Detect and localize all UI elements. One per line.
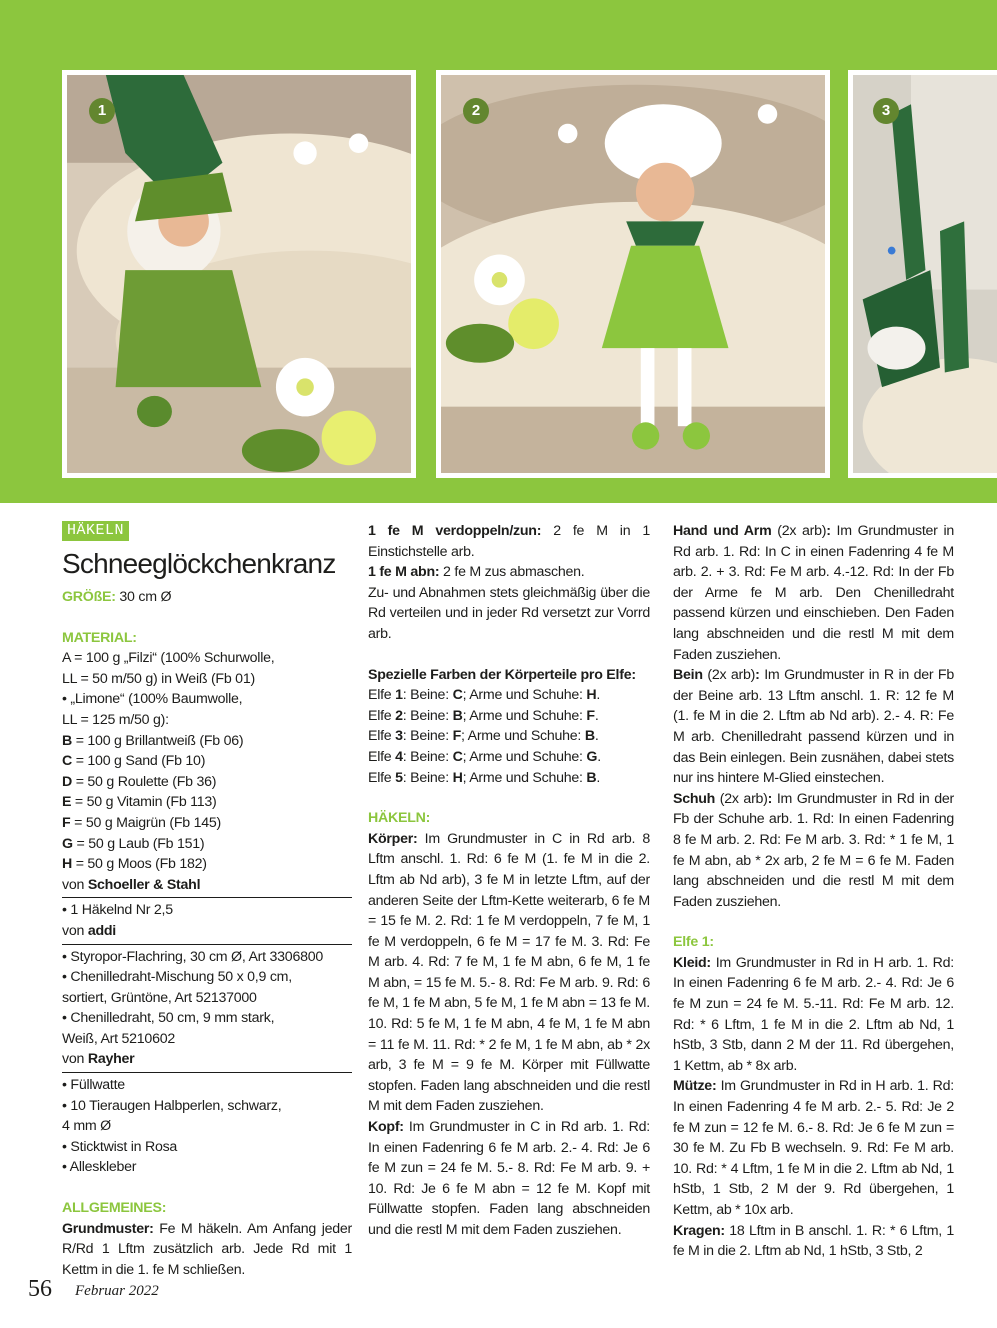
elf1-heading: Elfe 1: <box>673 934 714 951</box>
instruction-paragraph: Kleid: Im Grundmuster in Rd in H arb. 1. Rd: In einen Fadenring 6 fe M arb. 2.- 4. Rd: Je 6 fe M zun = 24 fe M. 5.-11. Rd: Fe M arb. 12. Rd: * 6 Lftm, 1 fe M in die 2. Lftm ab Nd, 1 hStb, 3 Stb, dann 2 M der 11. Rd übergehen, 1 Kettm, ab * 8x arb. <box>673 954 954 1074</box>
supplier-line: von addi <box>62 922 116 939</box>
instruction-paragraph: Körper: Im Grundmuster in C in Rd arb. 8 Lftm anschl. 1. Rd: 6 fe M (1. fe M in die 2. Lftm ab Nd arb), 3 fe M in letzte Lftm, auf der anderen Seite der Lftm-Kette weiterarb, 6 fe M = 15 fe M. 2. Rd: 1 fe M verdoppeln, 7 fe M, 1 fe M verdoppeln, 6 fe M = 17 fe M. 3. Rd: Fe M arb. 4. Rd: 7 fe M, 1 fe M abn, 6 fe M, 1 fe M abn, = 15 fe M. 5.- 8. Rd: Fe M arb. 9. Rd: 6 fe M, 1 fe M abn, 5 fe M, 1 fe M abn = 13 fe M. 10. Rd: 5 fe M, 1 fe M abn, 4 fe M, 1 fe M abn = 11 fe M. 11. Rd: * 2 fe M, 1 fe M abn, ab * 2x arb, 3 fe M = 9 fe M. Körper mit Füllwatte stopfen. Faden lang abschneiden und die restl M mit dem Faden zusziehen. <box>368 830 650 1115</box>
issue-date: Februar 2022 <box>75 1283 159 1299</box>
instruction-paragraph: Mütze: Im Grundmuster in Rd in H arb. 1. Rd: In einen Fadenring 4 fe M arb. 2.- 5. Rd: Je 2 fe M zun = 12 fe M. 6.- 8. Rd: Je 6 fe M zun = 30 fe M. Zu Fb B wechseln. 9. Rd: Fe M arb. 10. Rd: * 4 Lftm, 1 fe M in die 2. Lftm ab Nd, 1 hStb, 1 Stb, 2 M der 9. Rd übergehen, 1 Kettm, ab * 10x arb. <box>673 1078 954 1218</box>
instruction-paragraph: Bein (2x arb): Im Grundmuster in R in der Fb der Beine arb. 13 Lftm anschl. 1. R: 12 fe M (1. fe M in die 2. Lftm ab Nd arb). 2.- 4. R: Fe M arb. Chenilledraht passend kürzen und in das Bein einlegen. Bein zusnähen, dabei stets nur ins hintere M-Glied einstechen. <box>673 667 954 787</box>
material-line: • Chenilledraht, 50 cm, 9 mm stark, <box>62 1010 275 1027</box>
photo-number-badge: 1 <box>89 98 115 124</box>
color-line: D = 50 g Roulette (Fb 36) <box>62 773 217 790</box>
material-heading: MATERIAL: <box>62 629 137 646</box>
photo-3 <box>848 70 997 478</box>
elf-colors-heading: Spezielle Farben der Körperteile pro Elfe: <box>368 666 636 683</box>
general-paragraph: Grundmuster: Fe M häkeln. Am Anfang jeder R/Rd 1 Lftm zusätzlich arb. Jede Rd mit 1 Kettm in die 1. fe M schließen. <box>62 1220 352 1278</box>
elf-color-row: Elfe 5: Beine: H; Arme und Schuhe: B. <box>368 769 601 786</box>
column-2 <box>368 521 650 1241</box>
divider <box>62 1072 352 1073</box>
material-line: • Füllwatte <box>62 1077 125 1094</box>
photo-3-image <box>853 75 997 473</box>
instruction-paragraph: Schuh (2x arb): Im Grundmuster in Rd in der Fb der Schuhe arb. 1. Rd: In einen Fadenring 8 fe M arb. 2. Rd: Fe M arb. 3. Rd: * 1 fe M, 1 fe M abn, ab * 2x arb, 2 fe M = 6 fe M. Faden lang abschneiden und die restl M mit dem Faden zusziehen. <box>673 790 954 910</box>
divider <box>62 897 352 898</box>
photo-2 <box>436 70 830 478</box>
photo-2-image <box>441 75 825 473</box>
elf-color-row: Elfe 3: Beine: F; Arme und Schuhe: B. <box>368 728 599 745</box>
page-title: Schneeglöckchenkranz <box>62 548 336 579</box>
material-line: • Sticktwist in Rosa <box>62 1138 178 1155</box>
column-3 <box>673 521 954 1262</box>
supplier-line: von Rayher <box>62 1051 135 1068</box>
material-line: A = 100 g „Filzi“ (100% Schurwolle, <box>62 650 275 667</box>
material-line: • 10 Tieraugen Halbperlen, schwarz, <box>62 1097 282 1114</box>
color-line: C = 100 g Sand (Fb 10) <box>62 753 206 770</box>
material-line: • Chenilledraht-Mischung 50 x 0,9 cm, <box>62 969 292 986</box>
material-line: 4 mm Ø <box>62 1118 111 1135</box>
supplier-line: von Schoeller & Stahl <box>62 876 201 893</box>
material-line: • Alleskleber <box>62 1159 137 1176</box>
crochet-heading: HÄKELN: <box>368 810 431 827</box>
elf-color-row: Elfe 1: Beine: C; Arme und Schuhe: H. <box>368 687 601 704</box>
color-line: B = 100 g Brillantweiß (Fb 06) <box>62 732 244 749</box>
color-line: F = 50 g Maigrün (Fb 145) <box>62 814 221 831</box>
page-number: 56 <box>28 1276 52 1302</box>
photo-number-badge: 3 <box>873 98 899 124</box>
instruction-paragraph: Kragen: 18 Lftm in B anschl. 1. R: * 6 Lftm, 1 fe M in die 2. Lftm ab Nd, 1 hStb, 3 Stb, 2 <box>673 1222 954 1260</box>
material-line: Weiß, Art 5210602 <box>62 1030 175 1047</box>
general-paragraph: 1 fe M verdoppeln/zun: 2 fe M in 1 Einstichstelle arb. <box>368 523 650 560</box>
material-line: • 1 Häkelnd Nr 2,5 <box>62 902 173 919</box>
instruction-paragraph: Hand und Arm (2x arb): Im Grundmuster in Rd arb. 1. Rd: In C in einen Fadenring 4 fe M arb. 2. + 3. Rd: Fe M arb. 4.-12. Rd: In der Fb der Arme fe M arb. Den Chenilledraht passend kürzen und einschieben. Den Faden lang abschneiden und die restl M mit dem Faden zusziehen. <box>673 523 954 663</box>
color-line: H = 50 g Moos (Fb 182) <box>62 856 207 873</box>
color-line: E = 50 g Vitamin (Fb 113) <box>62 794 217 811</box>
material-line: • „Limone“ (100% Baumwolle, <box>62 691 243 708</box>
general-paragraph: Zu- und Abnahmen stets gleichmäßig über die Rd verteilen und in jeder Rd versetzt zur Vorrd arb. <box>368 584 650 642</box>
photo-1-image <box>67 75 411 473</box>
general-heading: ALLGEMEINES: <box>62 1200 167 1217</box>
elf-color-row: Elfe 4: Beine: C; Arme und Schuhe: G. <box>368 748 601 765</box>
material-line: sortiert, Grüntöne, Art 52137000 <box>62 989 257 1006</box>
category-tag: HÄKELN <box>62 521 129 541</box>
size-line: GRÖßE: 30 cm Ø <box>62 589 172 605</box>
material-line: LL = 50 m/50 g) in Weiß (Fb 01) <box>62 670 255 687</box>
instruction-paragraph: Kopf: Im Grundmuster in C in Rd arb. 1. Rd: In einen Fadenring 6 fe M arb. 2.- 4. Rd: Je 6 fe M zun = 24 fe M. 5.- 8. Rd: Fe M arb. 9. + 10. Rd: Je 6 fe M abn = 12 fe M. Kopf mit Füllwatte stopfen. Faden lang abschneiden und die restl M mit dem Faden zusziehen. <box>368 1119 650 1238</box>
column-1 <box>62 520 352 1280</box>
divider <box>62 944 352 945</box>
general-paragraph: 1 fe M abn: 2 fe M zus abmaschen. <box>368 564 585 581</box>
elf-color-row: Elfe 2: Beine: B; Arme und Schuhe: F. <box>368 707 599 724</box>
material-line: • Styropor-Flachring, 30 cm Ø, Art 3306800 <box>62 948 324 965</box>
color-line: G = 50 g Laub (Fb 151) <box>62 835 205 852</box>
photo-number-badge: 2 <box>463 98 489 124</box>
photo-1 <box>62 70 416 478</box>
material-line: LL = 125 m/50 g): <box>62 711 169 728</box>
